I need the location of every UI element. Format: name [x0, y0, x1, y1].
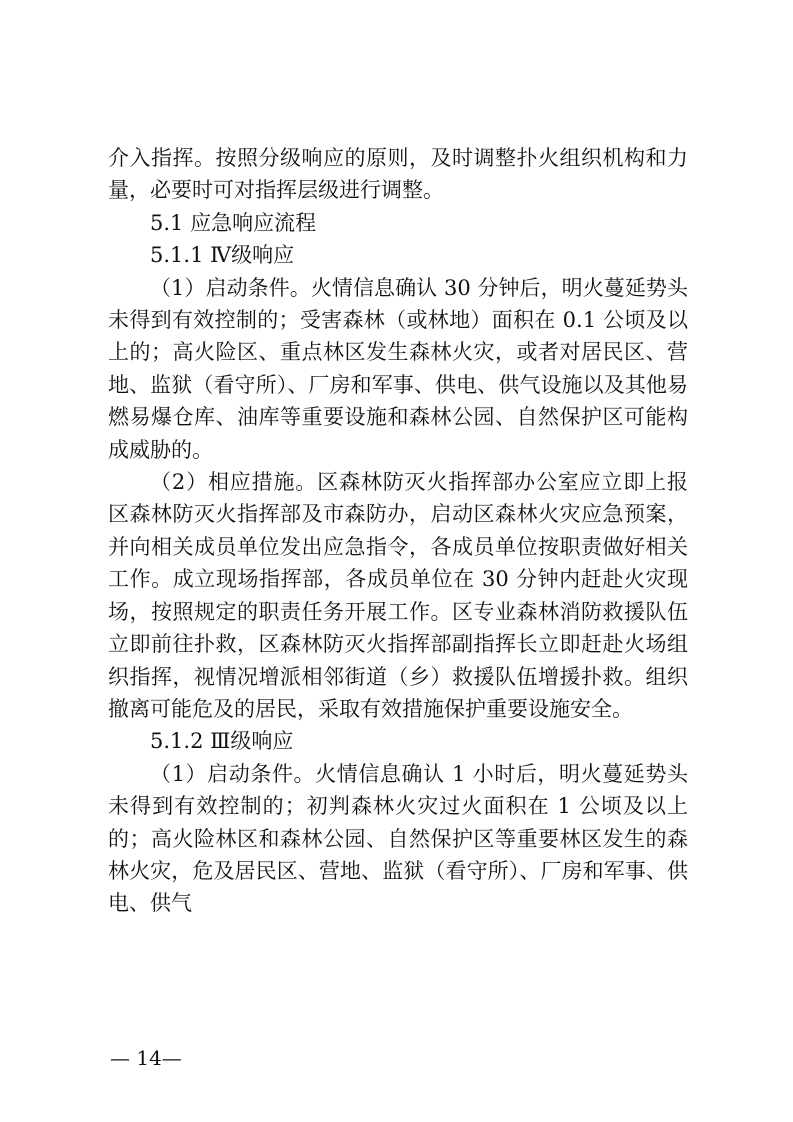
paragraph-continuation: 介入指挥。按照分级响应的原则，及时调整扑火组织机构和力量，必要时可对指挥层级进行调整。 [108, 146, 688, 203]
paragraph-level3-start-conditions: （1）启动条件。火情信息确认 1 小时后，明火蔓延势头未得到有效控制的；初判森林火灾过火面积在 1 公顷及以上的；高火险林区和森林公园、自然保护区等重要林区发生的森林火灾，危及居民区、营地、监狱（看守所）、厂房和军事、供电、供气 [108, 761, 688, 916]
section-heading-5-1-1: 5.1.1 Ⅳ级响应 [150, 243, 295, 268]
section-heading-5-1: 5.1 应急响应流程 [150, 210, 317, 235]
section-heading-5-1-2: 5.1.2 Ⅲ级响应 [150, 729, 294, 754]
paragraph-level4-measures: （2）相应措施。区森林防灭火指挥部办公室应立即上报区森林防灭火指挥部及市森防办，启动区森林火灾应急预案，并向相关成员单位发出应急指令，各成员单位按职责做好相关工作。成立现场指挥部，各成员单位在 30 分钟内赶赴火灾现场，按照规定的职责任务开展工作。区专业森林消防救援队伍立即前往扑救，区森林防灭火指挥部副指挥长立即赶赴火场组织指挥，视情况增派相邻街道（乡）救援队伍增援扑救。组织撤离可能危及的居民，采取有效措施保护重要设施安全。 [108, 470, 688, 721]
paragraph-level4-start-conditions: （1）启动条件。火情信息确认 30 分钟后，明火蔓延势头未得到有效控制的；受害森林（或林地）面积在 0.1 公顷及以上的；高火险区、重点林区发生森林火灾，或者对居民区、营地、监狱（看守所）、厂房和军事、供电、供气设施以及其他易燃易爆仓库、油库等重要设施和森林公园、自然保护区可能构成威胁的。 [108, 275, 688, 462]
document-body [108, 142, 688, 920]
page-number: — 14— [110, 1046, 182, 1070]
